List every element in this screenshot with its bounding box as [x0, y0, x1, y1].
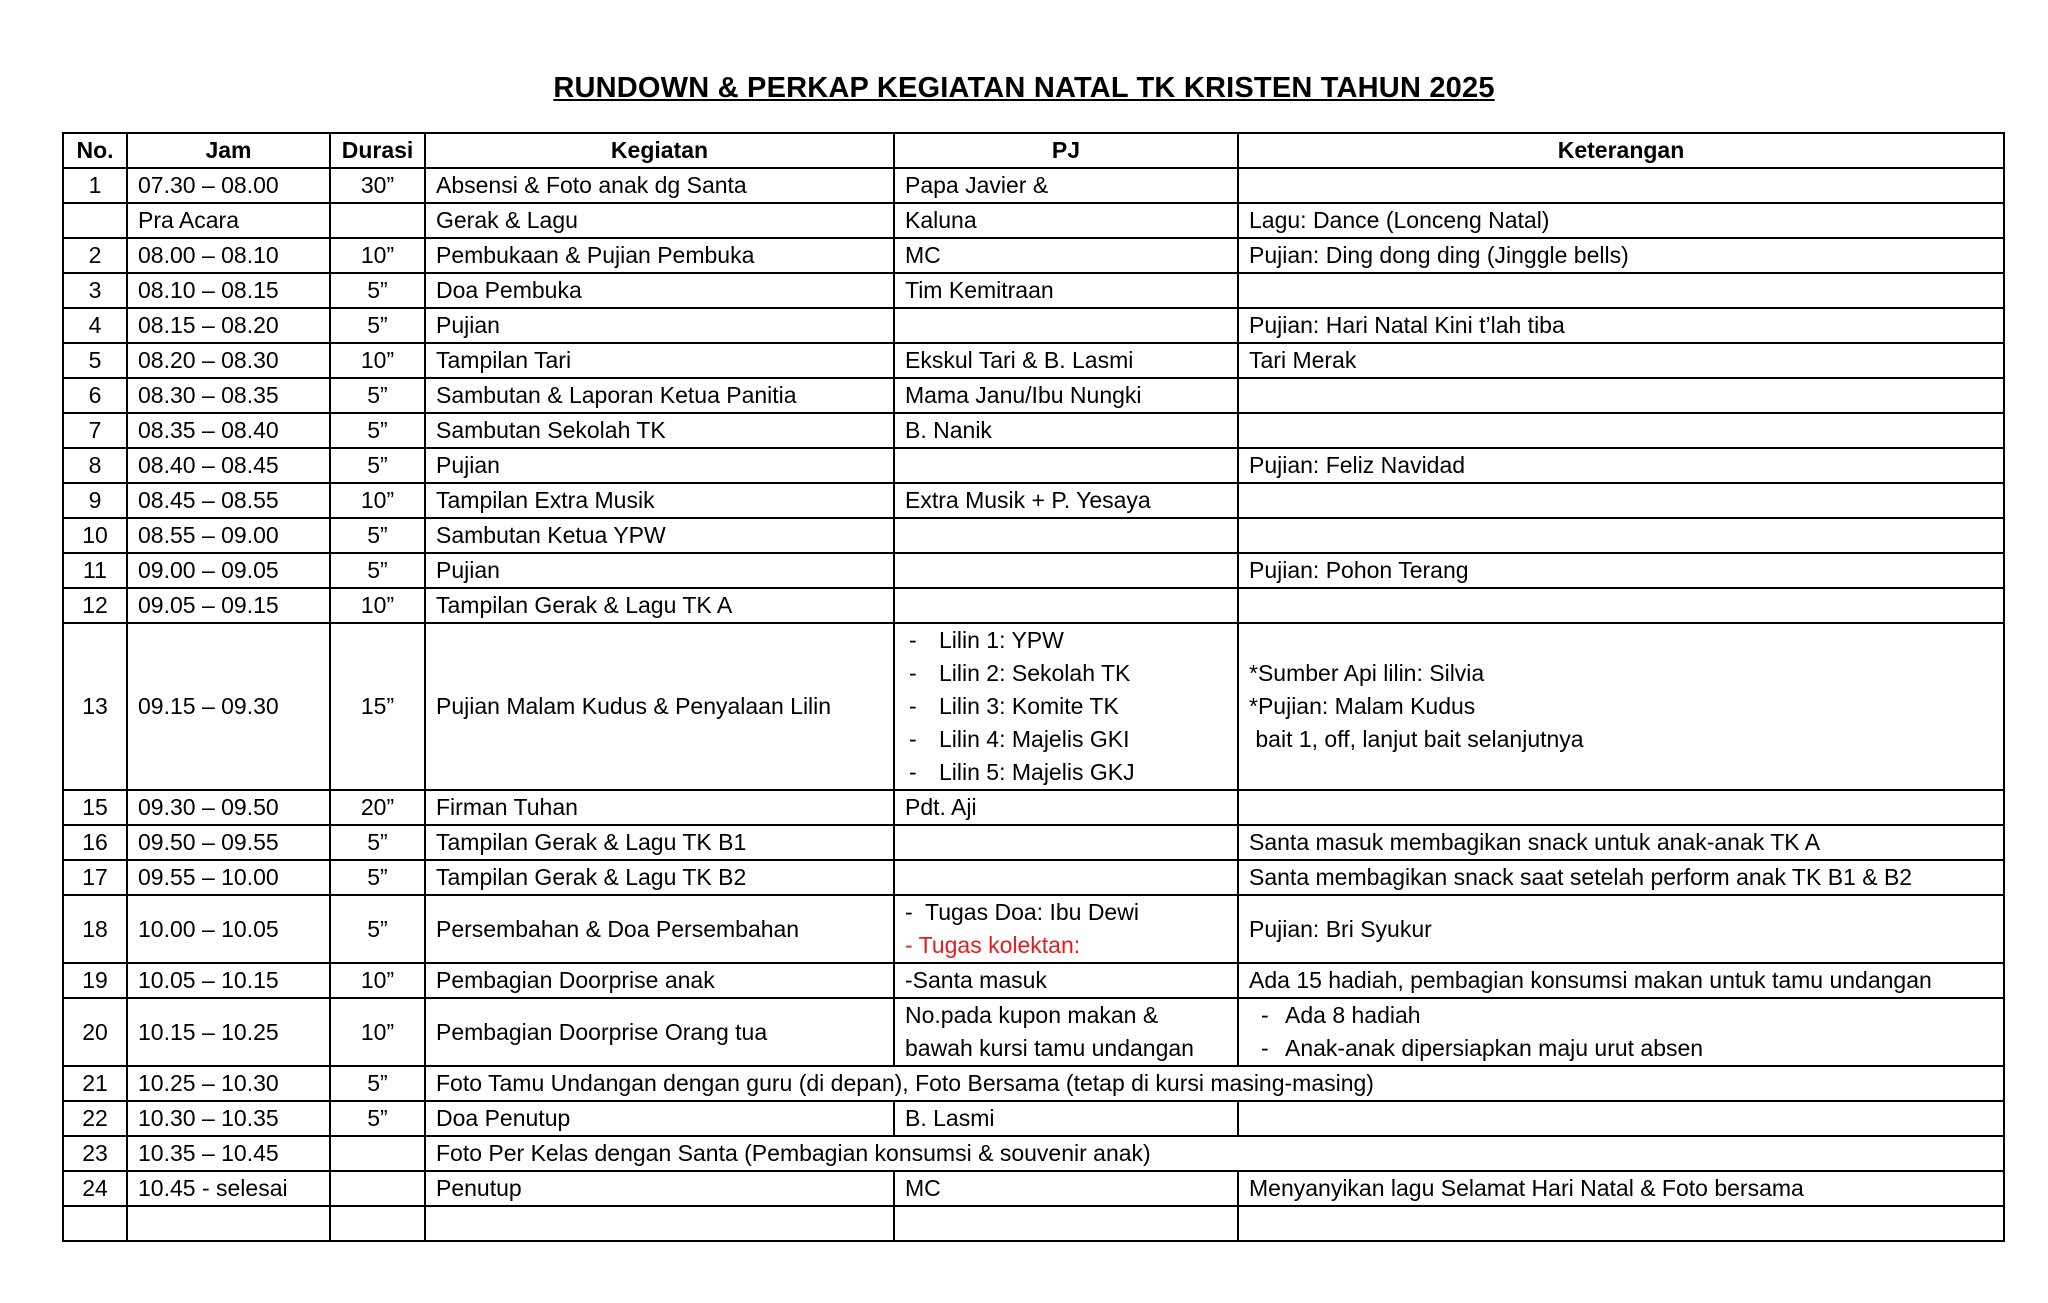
cell-pj-list [894, 623, 1238, 790]
pj-line: bawah kursi tamu undangan [905, 1035, 1194, 1061]
cell-no: 24 [63, 1171, 127, 1206]
cell-durasi: 10” [330, 238, 425, 273]
cell-durasi: 30” [330, 168, 425, 203]
cell-no [63, 203, 127, 238]
cell-durasi: 5” [330, 1066, 425, 1101]
cell-jam: 08.20 – 08.30 [127, 343, 330, 378]
cell-durasi [330, 1171, 425, 1206]
cell-empty [1238, 1206, 2004, 1241]
cell-pj: B. Lasmi [894, 1101, 1238, 1136]
keterangan-list-item: - Anak-anak dipersiapkan maju urut absen [1261, 1035, 1704, 1061]
cell-pj [894, 825, 1238, 860]
cell-jam: 09.00 – 09.05 [127, 553, 330, 588]
table-row [63, 825, 2004, 860]
cell-pj: B. Nanik [894, 413, 1238, 448]
table-row [63, 378, 2004, 413]
cell-durasi: 20” [330, 790, 425, 825]
document-title: RUNDOWN & PERKAP KEGIATAN NATAL TK KRISTEN TAHUN 2025 [553, 72, 1495, 104]
header-keterangan: Keterangan [1238, 133, 2004, 168]
cell-pj: -Santa masuk [894, 963, 1238, 998]
keterangan-line: *Pujian: Malam Kudus [1249, 693, 1476, 719]
cell-no: 19 [63, 963, 127, 998]
cell-jam: 10.35 – 10.45 [127, 1136, 330, 1171]
cell-durasi: 5” [330, 860, 425, 895]
pj-list-item: - Lilin 1: YPW [909, 627, 1064, 653]
cell-jam: 08.45 – 08.55 [127, 483, 330, 518]
cell-kegiatan: Tampilan Gerak & Lagu TK A [425, 588, 894, 623]
cell-jam: 10.25 – 10.30 [127, 1066, 330, 1101]
cell-no: 8 [63, 448, 127, 483]
cell-kegiatan: Sambutan Sekolah TK [425, 413, 894, 448]
cell-no: 12 [63, 588, 127, 623]
cell-no: 6 [63, 378, 127, 413]
cell-durasi: 10” [330, 483, 425, 518]
cell-jam: 08.35 – 08.40 [127, 413, 330, 448]
cell-kegiatan: Tampilan Extra Musik [425, 483, 894, 518]
cell-jam: 07.30 – 08.00 [127, 168, 330, 203]
table-row [63, 553, 2004, 588]
cell-jam: 10.00 – 10.05 [127, 895, 330, 963]
cell-jam: 10.05 – 10.15 [127, 963, 330, 998]
cell-no: 5 [63, 343, 127, 378]
cell-keterangan: Pujian: Hari Natal Kini t’lah tiba [1238, 308, 2004, 343]
cell-kegiatan: Penutup [425, 1171, 894, 1206]
cell-no: 9 [63, 483, 127, 518]
cell-no: 10 [63, 518, 127, 553]
cell-no: 16 [63, 825, 127, 860]
table-row-lilin [63, 623, 2004, 790]
cell-no: 15 [63, 790, 127, 825]
pj-list-item: - Lilin 3: Komite TK [909, 693, 1119, 719]
cell-keterangan [1238, 518, 2004, 553]
cell-keterangan [1238, 273, 2004, 308]
table-row [63, 790, 2004, 825]
cell-kegiatan: Tampilan Tari [425, 343, 894, 378]
table-header-row [63, 133, 2004, 168]
cell-kegiatan: Sambutan Ketua YPW [425, 518, 894, 553]
cell-kegiatan: Persembahan & Doa Persembahan [425, 895, 894, 963]
cell-keterangan [1238, 1101, 2004, 1136]
header-durasi: Durasi [330, 133, 425, 168]
cell-kegiatan: Pujian [425, 553, 894, 588]
cell-kegiatan: Doa Penutup [425, 1101, 894, 1136]
cell-kegiatan: Doa Pembuka [425, 273, 894, 308]
cell-keterangan: Santa masuk membagikan snack untuk anak-anak TK A [1238, 825, 2004, 860]
cell-keterangan: Pujian: Bri Syukur [1238, 895, 2004, 963]
pj-list-item: - Lilin 4: Majelis GKI [909, 726, 1130, 752]
table-row [63, 168, 2004, 203]
table-row [63, 1066, 2004, 1101]
cell-durasi: 5” [330, 553, 425, 588]
cell-pj: MC [894, 1171, 1238, 1206]
cell-jam: 10.45 - selesai [127, 1171, 330, 1206]
cell-no: 21 [63, 1066, 127, 1101]
cell-keterangan: Menyanyikan lagu Selamat Hari Natal & Foto bersama [1238, 1171, 2004, 1206]
cell-no: 13 [63, 623, 127, 790]
cell-pj: Ekskul Tari & B. Lasmi [894, 343, 1238, 378]
table-row-doorprise-ortu [63, 998, 2004, 1066]
cell-jam: 09.05 – 09.15 [127, 588, 330, 623]
header-jam: Jam [127, 133, 330, 168]
cell-durasi: 10” [330, 963, 425, 998]
cell-pj [894, 895, 1238, 963]
table-row [63, 343, 2004, 378]
cell-durasi: 5” [330, 413, 425, 448]
cell-pj [894, 448, 1238, 483]
cell-kegiatan: Firman Tuhan [425, 790, 894, 825]
cell-no: 17 [63, 860, 127, 895]
table-row [63, 518, 2004, 553]
red-note: Tugas kolektan: [918, 932, 1081, 958]
cell-jam: 08.15 – 08.20 [127, 308, 330, 343]
cell-jam: 10.15 – 10.25 [127, 998, 330, 1066]
cell-pj: Papa Javier & [894, 168, 1238, 203]
cell-pj [894, 588, 1238, 623]
cell-empty [425, 1206, 894, 1241]
table-row-empty [63, 1206, 2004, 1241]
cell-keterangan [1238, 168, 2004, 203]
cell-kegiatan: Pujian Malam Kudus & Penyalaan Lilin [425, 623, 894, 790]
cell-pj: Tim Kemitraan [894, 273, 1238, 308]
cell-kegiatan: Tampilan Gerak & Lagu TK B1 [425, 825, 894, 860]
cell-pj [894, 518, 1238, 553]
cell-jam: 08.10 – 08.15 [127, 273, 330, 308]
table-row [63, 1171, 2004, 1206]
cell-kegiatan: Sambutan & Laporan Ketua Panitia [425, 378, 894, 413]
cell-kegiatan: Pembukaan & Pujian Pembuka [425, 238, 894, 273]
cell-no: 1 [63, 168, 127, 203]
cell-keterangan: Pujian: Ding dong ding (Jinggle bells) [1238, 238, 2004, 273]
table-row [63, 203, 2004, 238]
cell-durasi: 15” [330, 623, 425, 790]
cell-kegiatan: Pembagian Doorprise Orang tua [425, 998, 894, 1066]
cell-kegiatan: Tampilan Gerak & Lagu TK B2 [425, 860, 894, 895]
cell-durasi: 10” [330, 343, 425, 378]
cell-empty [63, 1206, 127, 1241]
table-row [63, 1101, 2004, 1136]
cell-durasi: 10” [330, 998, 425, 1066]
cell-durasi [330, 203, 425, 238]
keterangan-list-item: - Ada 8 hadiah [1261, 1002, 1421, 1028]
cell-keterangan: Ada 15 hadiah, pembagian konsumsi makan untuk tamu undangan [1238, 963, 2004, 998]
cell-no: 3 [63, 273, 127, 308]
cell-empty [330, 1206, 425, 1241]
cell-durasi: 5” [330, 825, 425, 860]
cell-jam: 09.55 – 10.00 [127, 860, 330, 895]
cell-durasi: 5” [330, 378, 425, 413]
cell-jam: 08.30 – 08.35 [127, 378, 330, 413]
cell-keterangan [1238, 378, 2004, 413]
cell-kegiatan: Pembagian Doorprise anak [425, 963, 894, 998]
cell-no: 11 [63, 553, 127, 588]
cell-no: 2 [63, 238, 127, 273]
cell-durasi: 5” [330, 273, 425, 308]
table-row [63, 238, 2004, 273]
table-row [63, 308, 2004, 343]
cell-keterangan: Pujian: Pohon Terang [1238, 553, 2004, 588]
cell-keterangan [1238, 623, 2004, 790]
header-kegiatan: Kegiatan [425, 133, 894, 168]
cell-durasi [330, 1136, 425, 1171]
table-row-persembahan [63, 895, 2004, 963]
cell-jam: 08.40 – 08.45 [127, 448, 330, 483]
cell-empty [127, 1206, 330, 1241]
pj-list-item: - Lilin 5: Majelis GKJ [909, 759, 1135, 785]
table-row [63, 483, 2004, 518]
keterangan-line: bait 1, off, lanjut bait selanjutnya [1249, 726, 1584, 752]
cell-no: 22 [63, 1101, 127, 1136]
cell-merged-activity: Foto Per Kelas dengan Santa (Pembagian konsumsi & souvenir anak) [425, 1136, 2004, 1171]
cell-keterangan: Santa membagikan snack saat setelah perform anak TK B1 & B2 [1238, 860, 2004, 895]
rundown-table [62, 132, 2005, 1242]
cell-keterangan [1238, 998, 2004, 1066]
table-row [63, 273, 2004, 308]
cell-keterangan [1238, 413, 2004, 448]
cell-keterangan [1238, 790, 2004, 825]
table-row [63, 963, 2004, 998]
cell-pj [894, 308, 1238, 343]
cell-pj: Extra Musik + P. Yesaya [894, 483, 1238, 518]
cell-kegiatan: Pujian [425, 448, 894, 483]
cell-pj: Mama Janu/Ibu Nungki [894, 378, 1238, 413]
keterangan-line: *Sumber Api lilin: Silvia [1249, 660, 1485, 686]
cell-durasi: 5” [330, 518, 425, 553]
cell-kegiatan: Absensi & Foto anak dg Santa [425, 168, 894, 203]
dash-marker: - [905, 932, 919, 958]
cell-keterangan [1238, 588, 2004, 623]
table-row [63, 413, 2004, 448]
cell-keterangan: Lagu: Dance (Lonceng Natal) [1238, 203, 2004, 238]
cell-durasi: 5” [330, 1101, 425, 1136]
cell-merged-activity: Foto Tamu Undangan dengan guru (di depan), Foto Bersama (tetap di kursi masing-masing) [425, 1066, 2004, 1101]
header-no: No. [63, 133, 127, 168]
cell-pj [894, 998, 1238, 1066]
cell-pj [894, 860, 1238, 895]
pj-line: No.pada kupon makan & [905, 1002, 1159, 1028]
cell-durasi: 5” [330, 308, 425, 343]
cell-jam: 09.15 – 09.30 [127, 623, 330, 790]
table-row [63, 1136, 2004, 1171]
cell-no: 20 [63, 998, 127, 1066]
pj-line [905, 929, 1227, 962]
header-pj: PJ [894, 133, 1238, 168]
cell-pj [894, 553, 1238, 588]
cell-jam: 08.00 – 08.10 [127, 238, 330, 273]
cell-pj: Kaluna [894, 203, 1238, 238]
cell-durasi: 5” [330, 895, 425, 963]
cell-jam: 10.30 – 10.35 [127, 1101, 330, 1136]
cell-kegiatan: Gerak & Lagu [425, 203, 894, 238]
table-row [63, 588, 2004, 623]
cell-kegiatan: Pujian [425, 308, 894, 343]
cell-pj: Pdt. Aji [894, 790, 1238, 825]
cell-keterangan: Pujian: Feliz Navidad [1238, 448, 2004, 483]
cell-no: 18 [63, 895, 127, 963]
cell-empty [894, 1206, 1238, 1241]
cell-pj: MC [894, 238, 1238, 273]
cell-no: 7 [63, 413, 127, 448]
pj-line: - Tugas Doa: Ibu Dewi [905, 899, 1139, 925]
cell-jam: 09.30 – 09.50 [127, 790, 330, 825]
cell-keterangan [1238, 483, 2004, 518]
cell-jam: 09.50 – 09.55 [127, 825, 330, 860]
table-row [63, 860, 2004, 895]
pj-list-item: - Lilin 2: Sekolah TK [909, 660, 1131, 686]
cell-no: 4 [63, 308, 127, 343]
cell-jam: Pra Acara [127, 203, 330, 238]
cell-durasi: 10” [330, 588, 425, 623]
cell-durasi: 5” [330, 448, 425, 483]
cell-jam: 08.55 – 09.00 [127, 518, 330, 553]
cell-keterangan: Tari Merak [1238, 343, 2004, 378]
cell-no: 23 [63, 1136, 127, 1171]
table-row [63, 448, 2004, 483]
